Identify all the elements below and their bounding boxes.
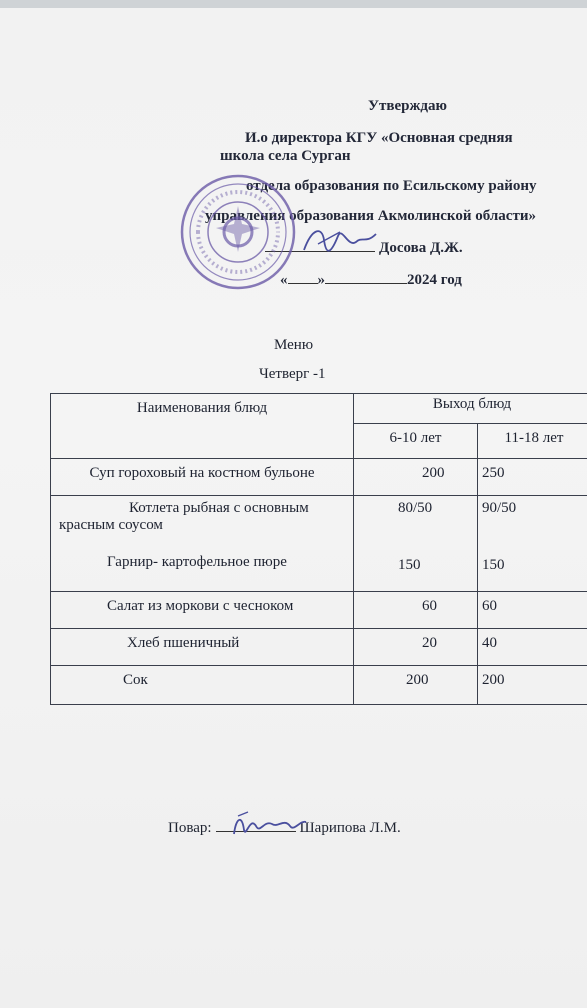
table-row [51, 666, 587, 705]
portion-11-18: 90/50 [482, 500, 517, 516]
month-blank [325, 283, 407, 284]
director-signature-icon [300, 222, 380, 258]
date-quote-open: « [280, 272, 288, 288]
school-name: школа села Сурган [220, 148, 351, 164]
menu-table [50, 393, 587, 705]
portion-6-10: 200 [354, 666, 478, 705]
dish-name: Салат из моркови с чесноком [51, 592, 354, 629]
director-role: И.о директора КГУ «Основная средняя [245, 130, 513, 146]
portion-6-10: 60 [354, 592, 478, 629]
table-row [51, 592, 587, 629]
dish-name-continued: красным соусом [59, 517, 163, 533]
date-quote-close: » [317, 272, 325, 288]
table-row [51, 496, 587, 592]
portion-11-18: 200 [478, 666, 587, 705]
table-row [51, 459, 587, 496]
menu-title: Меню [274, 337, 314, 353]
dish-name: Сок [51, 666, 354, 705]
administration-name: управления образования Акмолинской области» [205, 208, 536, 224]
cook-label: Повар: [168, 820, 212, 836]
department-name: отдела образования по Есильскому району [246, 178, 537, 194]
header-age-6-10: 6-10 лет [354, 424, 478, 459]
header-output: Выход блюд [354, 394, 587, 424]
portion-6-10: 200 [354, 459, 478, 496]
portion-11-18: 60 [478, 592, 587, 629]
dish-name-cell [51, 496, 354, 592]
table-row [51, 629, 587, 666]
garnish-name: Гарнир- картофельное пюре [107, 554, 287, 570]
dish-name: Суп гороховый на костном бульоне [51, 459, 354, 496]
header-dish-name: Наименования блюд [51, 394, 354, 459]
signer-name: Досова Д.Ж. [379, 240, 463, 256]
dish-name: Хлеб пшеничный [51, 629, 354, 666]
portion-6-10-cell [354, 496, 478, 592]
date-year: 2024 год [407, 272, 462, 288]
menu-day: Четверг -1 [259, 366, 326, 382]
portion-11-18: 40 [478, 629, 587, 666]
portion-11-18-cell [478, 496, 587, 592]
date-line [280, 272, 462, 289]
garnish-portion-11-18: 150 [482, 557, 505, 573]
approval-heading: Утверждаю [368, 98, 447, 114]
portion-6-10: 80/50 [398, 500, 433, 516]
dish-name: Котлета рыбная с основным [129, 500, 309, 516]
portion-11-18: 250 [478, 459, 587, 496]
cook-signature-icon [228, 808, 310, 842]
official-stamp-icon [178, 172, 298, 292]
cook-name: Шарипова Л.М. [299, 820, 401, 836]
garnish-portion-6-10: 150 [398, 557, 421, 573]
portion-6-10: 20 [354, 629, 478, 666]
header-age-11-18: 11-18 лет [478, 424, 587, 459]
